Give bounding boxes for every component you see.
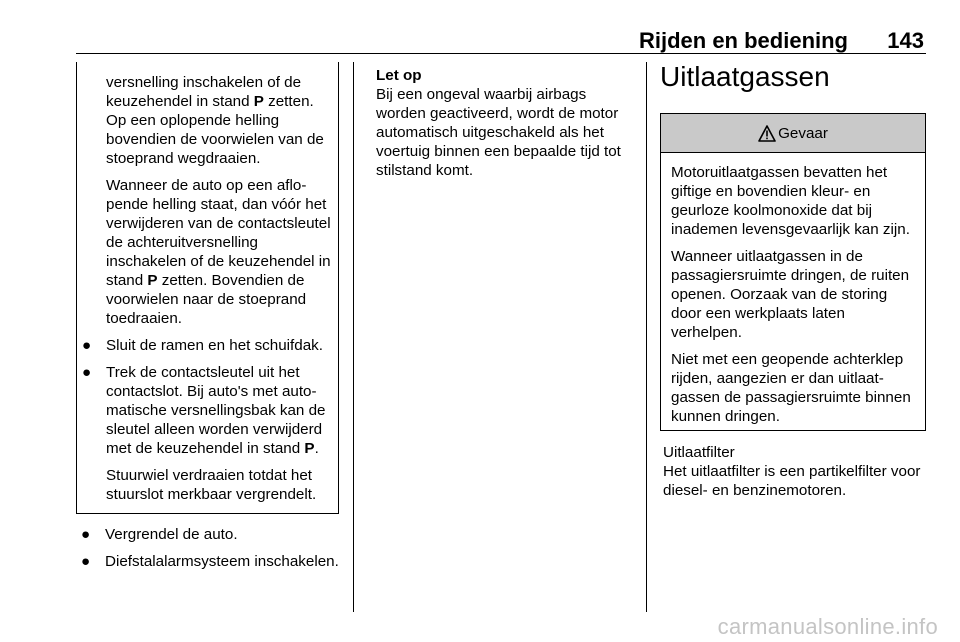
page-header <box>0 28 960 54</box>
bullet-icon: ● <box>82 364 92 381</box>
danger-paragraph-2: Wanneer uitlaatgassen in de passagiersruimte dringen, de ruiten openen. Oorzaak van de storing door een werkplaats laten verhelpen. <box>671 248 910 341</box>
danger-box <box>660 113 926 431</box>
bullet-icon: ● <box>81 553 91 570</box>
section-heading: Uitlaatgassen <box>660 61 830 92</box>
list-item: ● Diefstalalarmsysteem inschakelen. <box>81 553 339 570</box>
box-paragraph-2: Wanneer de auto op een aflopende helling staat, dan vóór het verwijderen van de contactsleutel de achteruitversnelling inschakelen of de keuzehendel in stand P zetten. Bovendien de voorwielen naar de stoeprand toedraaien. <box>106 177 331 327</box>
continued-box-content <box>82 73 338 512</box>
filter-section <box>663 443 929 500</box>
danger-paragraph-3: Niet met een geopende achterklep rijden, aangezien er dan uitlaatgassen de passagiersruimte binnen kunnen dringen. <box>671 351 911 425</box>
column-divider-2 <box>646 62 647 612</box>
section-title: Rijden en bediening <box>638 28 848 53</box>
danger-header <box>661 114 925 153</box>
danger-body <box>661 153 925 426</box>
warning-triangle-icon <box>758 125 776 142</box>
note-block <box>376 66 634 180</box>
box-paragraph-1: versnelling inschakelen of de keuzehendel in stand P zetten. Op een oplopende helling bovendien de voorwielen van de stoeprand wegdraaien. <box>106 74 324 167</box>
header-rule <box>76 53 926 54</box>
subsection-heading: Uitlaatfilter <box>663 444 735 461</box>
danger-paragraph-1: Motoruitlaatgassen bevatten het giftige en bovendien kleur- en geurloze koolmonoxide dat bij inademen levensgevaarlijk kan zijn. <box>671 164 910 238</box>
list-item: ● Sluit de ramen en het schuifdak. <box>82 337 323 354</box>
list-item: ● Trek de contactsleutel uit het contactslot. Bij auto's met automatische versnellingsbak kan de sleutel alleen worden verwijderd met de keuzehendel in stand P. <box>82 364 326 457</box>
subsection-text: Het uitlaatfilter is een partikelfilter voor diesel- en benzinemotoren. <box>663 463 921 499</box>
note-text: Bij een ongeval waarbij airbags worden geactiveerd, wordt de motor automatisch uitgeschakeld als het voertuig binnen een bepaalde tijd tot stilstand komt. <box>376 86 621 179</box>
note-heading: Let op <box>376 67 422 84</box>
continued-box <box>76 62 339 514</box>
watermark: carmanualsonline.info <box>717 614 938 639</box>
bullet-icon: ● <box>82 337 92 354</box>
list-item: ● Vergrendel de auto. <box>81 526 238 543</box>
exhaust-section <box>660 60 926 94</box>
bullet-icon: ● <box>81 526 91 543</box>
page-number: 143 <box>887 28 924 53</box>
column-divider-1 <box>353 62 354 612</box>
outer-list <box>76 525 339 579</box>
box-paragraph-3: Stuurwiel verdraaien totdat het stuurslot merkbaar vergrendelt. <box>106 467 317 503</box>
danger-label: Gevaar <box>778 124 828 142</box>
